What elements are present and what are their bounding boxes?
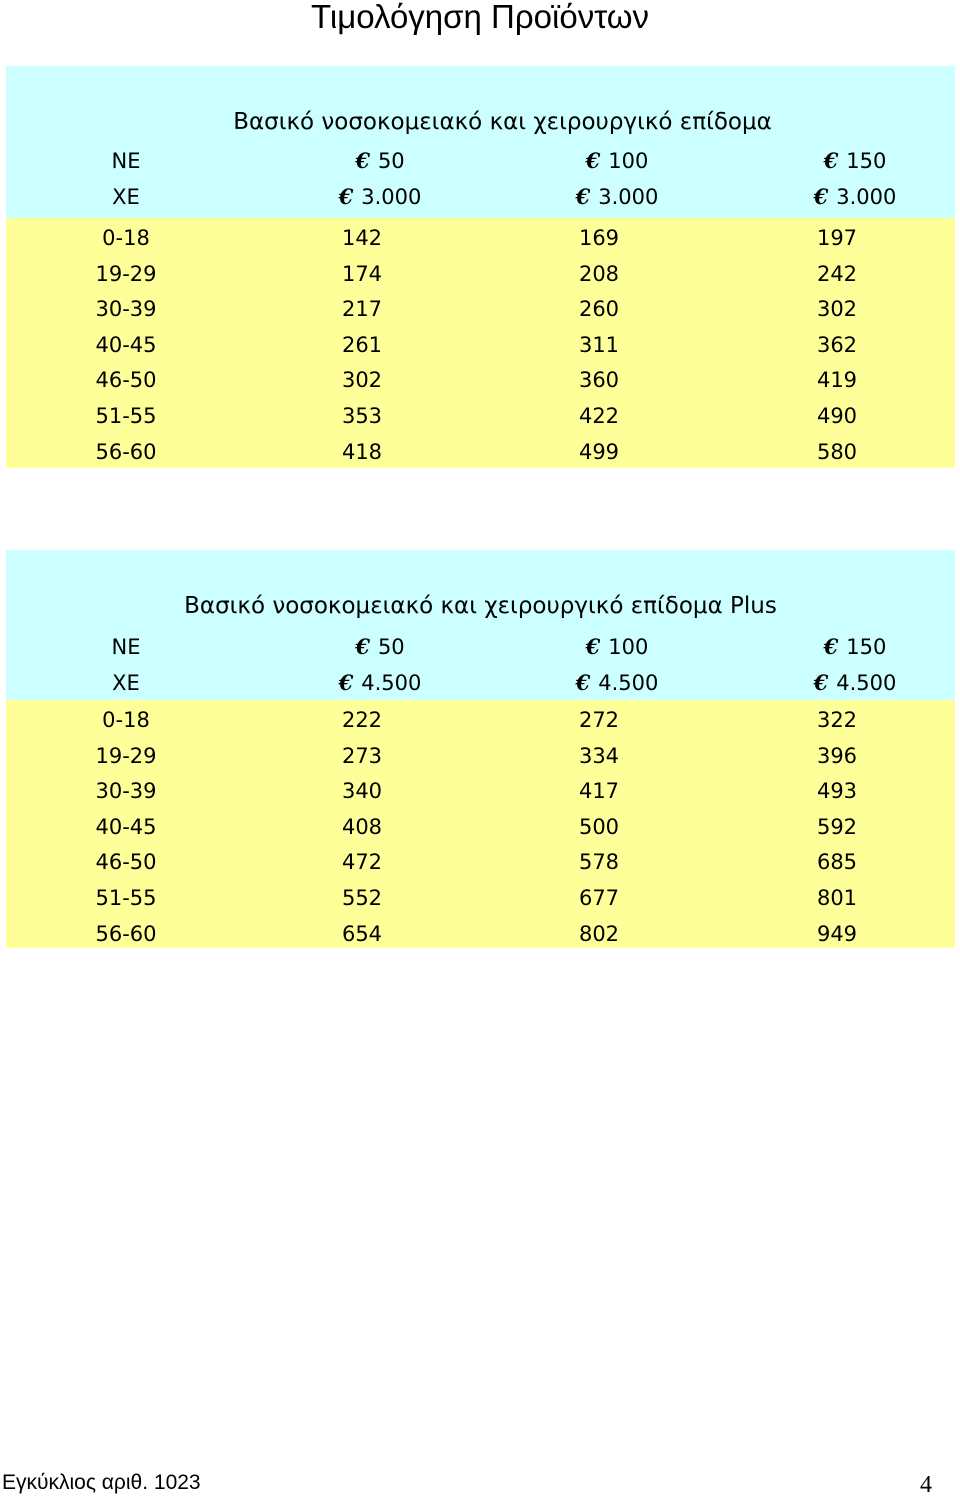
euro-icon: € (813, 669, 829, 695)
table-row (6, 398, 955, 434)
table-row (6, 916, 955, 952)
premium-cell: 169 (578, 226, 620, 250)
coverage-row (6, 665, 955, 701)
table-body (6, 218, 955, 468)
xe-value: € 3.000 (575, 183, 659, 209)
premium-cell: 578 (578, 850, 620, 875)
table-row (6, 327, 955, 363)
table-subtitle: Βασικό νοσοκομειακό και χειρουργικό επίδομα (233, 109, 772, 135)
ne-label: ΝΕ (111, 149, 141, 173)
euro-icon: € (585, 634, 601, 659)
table-row (6, 844, 955, 880)
xe-value: € 4.500 (338, 669, 422, 695)
premium-cell: 242 (816, 261, 858, 286)
premium-cell: 311 (578, 332, 620, 357)
deductible-row (6, 629, 955, 665)
premium-cell: 422 (578, 403, 620, 428)
premium-cell: 142 (341, 226, 383, 250)
ne-value: € 150 (823, 634, 887, 659)
premium-cell: 197 (816, 226, 858, 250)
premium-cell: 208 (578, 261, 620, 286)
table-subtitle: Βασικό νοσοκομειακό και χειρουργικό επίδομα Plus (184, 593, 777, 619)
ne-value: € 50 (355, 148, 405, 173)
premium-cell: 273 (341, 743, 383, 768)
table-row (6, 291, 955, 327)
premium-cell: 418 (341, 439, 383, 464)
table-body (6, 700, 955, 948)
xe-value: € 3.000 (338, 183, 422, 209)
premium-cell: 580 (816, 439, 858, 464)
euro-icon: € (823, 148, 839, 173)
age-band: 51-55 (95, 885, 157, 910)
table-header (6, 66, 955, 218)
ne-value: € 100 (585, 634, 649, 659)
table-row (6, 738, 955, 774)
ne-label: ΝΕ (111, 635, 141, 659)
pricing-table-basic (6, 66, 955, 468)
xe-label: ΧΕ (112, 670, 140, 695)
age-band: 46-50 (95, 368, 157, 393)
age-band: 56-60 (95, 921, 157, 946)
table-row (6, 256, 955, 292)
premium-cell: 472 (341, 850, 383, 875)
age-band: 40-45 (95, 814, 157, 839)
premium-cell: 552 (341, 885, 383, 910)
premium-cell: 801 (816, 885, 858, 910)
premium-cell: 360 (578, 368, 620, 393)
premium-cell: 334 (578, 743, 620, 768)
premium-cell: 408 (341, 814, 383, 839)
page-number: 4 (920, 1472, 932, 1498)
premium-cell: 396 (816, 743, 858, 768)
euro-icon: € (355, 148, 370, 173)
ne-value: € 50 (355, 634, 405, 659)
premium-cell: 685 (816, 850, 858, 875)
coverage-row (6, 179, 955, 215)
table-row (6, 773, 955, 809)
age-band: 51-55 (95, 403, 157, 428)
age-band: 19-29 (95, 743, 157, 768)
age-band: 0-18 (102, 226, 150, 250)
premium-cell: 260 (578, 297, 620, 322)
age-band: 56-60 (95, 439, 157, 464)
premium-cell: 493 (816, 779, 858, 804)
premium-cell: 802 (578, 921, 620, 946)
premium-cell: 222 (341, 708, 383, 732)
page-title: Τιμολόγηση Προϊόντων (310, 0, 650, 35)
euro-icon: € (338, 183, 354, 209)
premium-cell: 302 (341, 368, 383, 393)
euro-icon: € (338, 669, 354, 695)
premium-cell: 592 (816, 814, 858, 839)
table-row (6, 809, 955, 845)
table-row (6, 362, 955, 398)
xe-label: ΧΕ (112, 184, 140, 209)
age-band: 19-29 (95, 261, 157, 286)
deductible-row (6, 143, 955, 179)
euro-icon: € (823, 634, 839, 659)
premium-cell: 261 (341, 332, 383, 357)
ne-value: € 150 (823, 148, 887, 173)
euro-icon: € (585, 148, 601, 173)
euro-icon: € (355, 634, 370, 659)
premium-cell: 677 (578, 885, 620, 910)
premium-cell: 654 (341, 921, 383, 946)
premium-cell: 419 (816, 368, 858, 393)
premium-cell: 302 (816, 297, 858, 322)
age-band: 0-18 (102, 708, 150, 732)
age-band: 30-39 (95, 297, 157, 322)
age-band: 46-50 (95, 850, 157, 875)
table-header (6, 550, 955, 700)
premium-cell: 217 (341, 297, 383, 322)
xe-value: € 4.500 (575, 669, 659, 695)
premium-cell: 340 (341, 779, 383, 804)
premium-cell: 174 (341, 261, 383, 286)
table-row (6, 702, 955, 738)
premium-cell: 272 (578, 708, 620, 732)
premium-cell: 362 (816, 332, 858, 357)
premium-cell: 322 (816, 708, 858, 732)
table-row (6, 220, 955, 256)
pricing-table-plus (6, 550, 955, 948)
premium-cell: 499 (578, 439, 620, 464)
premium-cell: 417 (578, 779, 620, 804)
euro-icon: € (575, 183, 591, 209)
xe-value: € 4.500 (813, 669, 897, 695)
ne-value: € 100 (585, 148, 649, 173)
table-row (6, 434, 955, 470)
premium-cell: 949 (816, 921, 858, 946)
premium-cell: 353 (341, 403, 383, 428)
premium-cell: 490 (816, 403, 858, 428)
premium-cell: 500 (578, 814, 620, 839)
table-row (6, 880, 955, 916)
xe-value: € 3.000 (813, 183, 897, 209)
circular-reference: Εγκύκλιος αριθ. 1023 (2, 1471, 201, 1494)
euro-icon: € (813, 183, 829, 209)
age-band: 30-39 (95, 779, 157, 804)
age-band: 40-45 (95, 332, 157, 357)
euro-icon: € (575, 669, 591, 695)
